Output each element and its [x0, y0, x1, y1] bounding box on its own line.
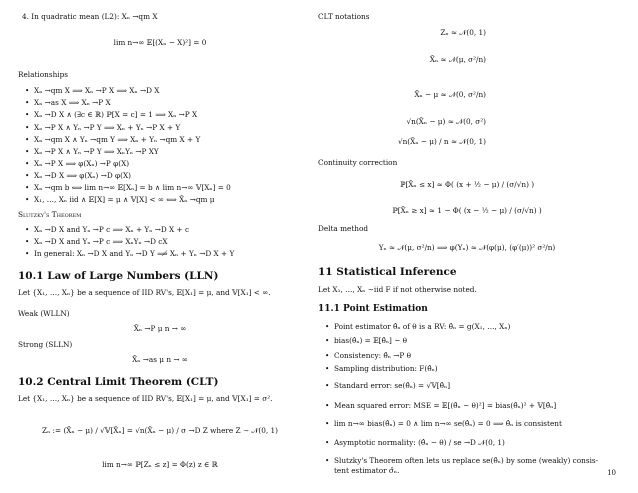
continuity-eq: ℙ[X̄ₙ ≥ x] ≈ 1 − Φ( (x − ½ − μ) / (σ/√n) ) [392, 206, 542, 215]
clt-notations-label: CLT notations [318, 12, 370, 21]
lln-text: Let {X₁, …, Xₙ} be a sequence of IID RV's, 𝔼[X₁] = μ, and 𝕍[X₁] < ∞. [18, 288, 271, 297]
relationship-item: • Xₙ →as X ⟹ Xₙ →P X [34, 98, 111, 107]
slutzky-title: Slutzky's Theorem [18, 210, 82, 219]
continuity-label: Continuity correction [318, 158, 398, 167]
notation-eq: X̄ₙ ≈ 𝒩(μ, σ²/n) [429, 55, 486, 64]
section-clt-heading: 10.2 Central Limit Theorem (CLT) [18, 376, 219, 388]
relationship-item: • Xₙ →D X ∧ (∃c ∈ ℝ) ℙ[X = c] = 1 ⟹ Xₙ →P X [34, 110, 197, 119]
si-text: Let X₁, …, Xₙ ∼iid F if not otherwise noted. [318, 285, 477, 294]
delta-label: Delta method [318, 224, 369, 233]
pe-item: • Point estimator θ̂ₙ of θ is a RV: θ̂ₙ = g(X₁, …, Xₙ) [334, 322, 510, 331]
delta-equation: Yₙ ≈ 𝒩(μ, σ²/n) ⟹ φ(Yₙ) ≈ 𝒩(φ(μ), (φ′(μ))² σ²/n) [378, 243, 556, 252]
section-si-heading: 11 Statistical Inference [318, 266, 457, 278]
pe-item: • Consistency: θ̂ₙ →P θ [334, 351, 411, 360]
relationship-item: • Xₙ →P X ∧ Yₙ →P Y ⟹ Xₙ + Yₙ →P X + Y [34, 123, 180, 132]
wlln-equation: X̄ₙ →P μ n → ∞ [133, 324, 187, 333]
slln-equation: X̄ₙ →as μ n → ∞ [132, 355, 188, 364]
slutzky-item: • In general: Xₙ →D X and Yₙ →D Y ⟹̸ Xₙ + Yₙ →D X + Y [34, 249, 234, 258]
slutzky-item: • Xₙ →D X and Yₙ →P c ⟹ Xₙ + Yₙ →D X + c [34, 225, 189, 234]
pe-item: • Asymptotic normality: (θ̂ₙ − θ) / se →D 𝒩(0, 1) [334, 438, 505, 447]
page-number: 10 [607, 469, 616, 478]
relationship-item: • Xₙ →P X ∧ Yₙ →P Y ⟹ XₙYₙ →P XY [34, 147, 159, 156]
clt-limit-equation: lim n→∞ ℙ[Zₙ ≤ z] = Φ(z) z ∈ ℝ [102, 460, 218, 469]
pe-item: • Slutzky's Theorem often lets us replace se(θ̂ₙ) by some (weakly) consis- [334, 456, 598, 465]
notation-eq: √n(X̄ₙ − μ) ≈ 𝒩(0, σ²) [406, 117, 486, 126]
pe-item: • Standard error: se(θ̂ₙ) = √𝕍[θ̂ₙ] [334, 381, 450, 390]
notation-eq: X̄ₙ − μ ≈ 𝒩(0, σ²/n) [414, 90, 486, 99]
relationship-item: • Xₙ →qm X ⟹ Xₙ →P X ⟹ Xₙ →D X [34, 86, 159, 95]
wlln-label: Weak (WLLN) [18, 309, 70, 318]
clt-equation: Zₙ := (X̄ₙ − μ) / √𝕍[X̄ₙ] = √n(X̄ₙ − μ) / σ →D Z where Z ∼ 𝒩(0, 1) [42, 426, 278, 435]
pe-item: • Sampling distribution: F(θ̂ₙ) [334, 364, 438, 373]
relationships-label: Relationships [18, 70, 69, 79]
quadratic-mean-item: 4. In quadratic mean (L2): Xₙ →qm X [22, 12, 158, 21]
quadratic-mean-limit: lim n→∞ 𝔼[(Xₙ − X)²] = 0 [113, 38, 207, 47]
relationship-item: • Xₙ →P X ⟹ φ(Xₙ) →P φ(X) [34, 159, 129, 168]
section-lln-heading: 10.1 Law of Large Numbers (LLN) [18, 270, 219, 282]
pe-item: • lim n→∞ bias(θ̂ₙ) = 0 ∧ lim n→∞ se(θ̂ₙ) = 0 ⟹ θ̂ₙ is consistent [334, 419, 562, 428]
relationship-item: • Xₙ →qm X ∧ Yₙ →qm Y ⟹ Xₙ + Yₙ →qm X + Y [34, 135, 200, 144]
notation-eq: Zₙ ≈ 𝒩(0, 1) [440, 28, 486, 37]
relationship-item: • X₁, …, Xₙ iid ∧ 𝔼[X] = μ ∧ 𝕍[X] < ∞ ⟺ X̄ₙ →qm μ [34, 195, 215, 204]
relationship-item: • Xₙ →qm b ⟺ lim n→∞ 𝔼[Xₙ] = b ∧ lim n→∞ 𝕍[Xₙ] = 0 [34, 183, 231, 192]
slln-label: Strong (SLLN) [18, 340, 73, 349]
clt-text: Let {X₁, …, Xₙ} be a sequence of IID RV's, 𝔼[X₁] = μ, and 𝕍[X₁] = σ². [18, 394, 273, 403]
slutzky-item: • Xₙ →D X and Yₙ →P c ⟹ XₙYₙ →D cX [34, 237, 168, 246]
notation-eq: √n(X̄ₙ − μ) / n ≈ 𝒩(0, 1) [397, 137, 486, 146]
section-pe-heading: 11.1 Point Estimation [318, 304, 428, 314]
pe-item: • Mean squared error: MSE = 𝔼[(θ̂ₙ − θ)²] = bias(θ̂ₙ)² + 𝕍[θ̂ₙ] [334, 401, 556, 410]
pe-item-continuation: tent estimator σ̂ₙ. [334, 466, 400, 475]
relationship-item: • Xₙ →D X ⟹ φ(Xₙ) →D φ(X) [34, 171, 131, 180]
continuity-eq: ℙ[X̄ₙ ≤ x] ≈ Φ( (x + ½ − μ) / (σ/√n) ) [399, 180, 535, 189]
pe-item: • bias(θ̂ₙ) = 𝔼[θ̂ₙ] − θ [334, 336, 407, 345]
